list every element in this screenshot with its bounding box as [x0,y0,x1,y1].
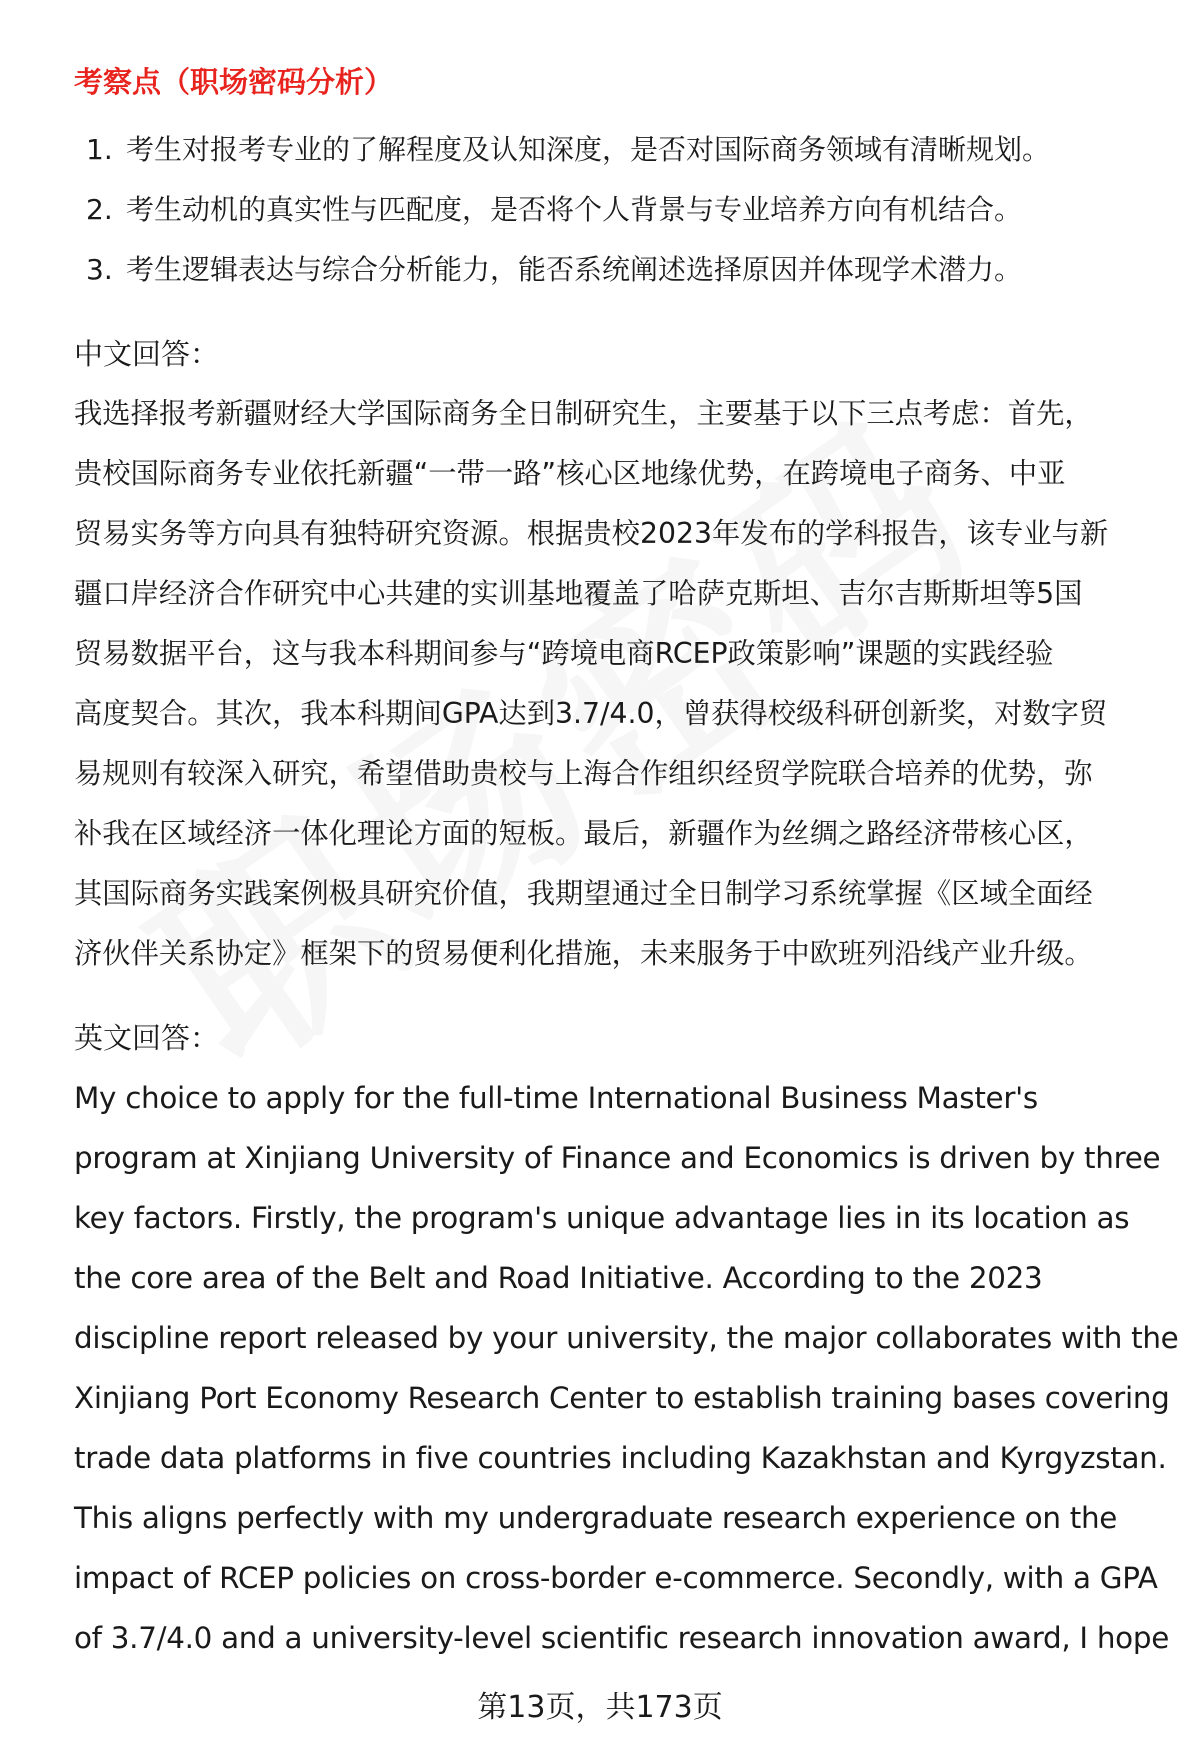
list-item-text: 考生对报考专业的了解程度及认知深度，是否对国际商务领域有清晰规划。 [126,133,1051,166]
paragraph-line: 疆口岸经济合作研究中心共建的实训基地覆盖了哈萨克斯坦、吉尔吉斯斯坦等5国 [74,577,1083,610]
section-title: 考察点（职场密码分析） [74,65,394,99]
paragraph-line: program at Xinjiang University of Finance and Economics is driven by three [74,1141,1161,1175]
paragraph-line: of 3.7/4.0 and a university-level scientific research innovation award, I hope [74,1621,1169,1655]
paragraph-line: 贵校国际商务专业依托新疆“一带一路”核心区地缘优势，在跨境电子商务、中亚 [74,457,1066,490]
list-item [74,240,1154,300]
list-item [74,180,1154,240]
paragraph-line: 我选择报考新疆财经大学国际商务全日制研究生，主要基于以下三点考虑：首先， [74,397,1093,430]
paragraph-line: the core area of the Belt and Road Initiative. According to the 2023 [74,1261,1043,1295]
paragraph-line: discipline report released by your university, the major collaborates with the [74,1321,1179,1355]
page-indicator: 第13页，共173页 [477,1690,723,1725]
paragraph-line: impact of RCEP policies on cross-border e-commerce. Secondly, with a GPA [74,1561,1158,1595]
paragraph-line: 其国际商务实践案例极具研究价值，我期望通过全日制学习系统掌握《区域全面经 [74,877,1093,910]
assessment-points-list [74,120,1154,300]
paragraph-line: key factors. Firstly, the program's unique advantage lies in its location as [74,1201,1130,1235]
chinese-answer-paragraph [74,384,1160,984]
paragraph-line: 贸易数据平台，这与我本科期间参与“跨境电商RCEP政策影响”课题的实践经验 [74,637,1054,670]
list-item-number: 1. [86,133,113,166]
page-content [74,52,1179,1668]
paragraph-line: This aligns perfectly with my undergraduate research experience on the [74,1501,1118,1535]
english-answer-paragraph [74,1068,1179,1668]
list-item-text: 考生逻辑表达与综合分析能力，能否系统阐述选择原因并体现学术潜力。 [126,253,1023,286]
list-item-text: 考生动机的真实性与匹配度，是否将个人背景与专业培养方向有机结合。 [126,193,1023,226]
paragraph-line: My choice to apply for the full-time International Business Master's [74,1081,1038,1115]
paragraph-line: 高度契合。其次，我本科期间GPA达到3.7/4.0，曾获得校级科研创新奖，对数字贸 [74,697,1108,730]
paragraph-line: 贸易实务等方向具有独特研究资源。根据贵校2023年发布的学科报告，该专业与新 [74,517,1109,550]
english-answer-label: 英文回答： [74,1021,220,1055]
paragraph-line: 济伙伴关系协定》框架下的贸易便利化措施，未来服务于中欧班列沿线产业升级。 [74,937,1093,970]
list-item [74,120,1154,180]
paragraph-line: trade data platforms in five countries including Kazakhstan and Kyrgyzstan. [74,1441,1167,1475]
paragraph-line: 易规则有较深入研究，希望借助贵校与上海合作组织经贸学院联合培养的优势，弥 [74,757,1093,790]
paragraph-line: 补我在区域经济一体化理论方面的短板。最后，新疆作为丝绸之路经济带核心区， [74,817,1093,850]
list-item-number: 2. [86,193,113,226]
chinese-answer-label: 中文回答： [74,337,220,371]
paragraph-line: Xinjiang Port Economy Research Center to establish training bases covering [74,1381,1170,1415]
list-item-number: 3. [86,253,113,286]
